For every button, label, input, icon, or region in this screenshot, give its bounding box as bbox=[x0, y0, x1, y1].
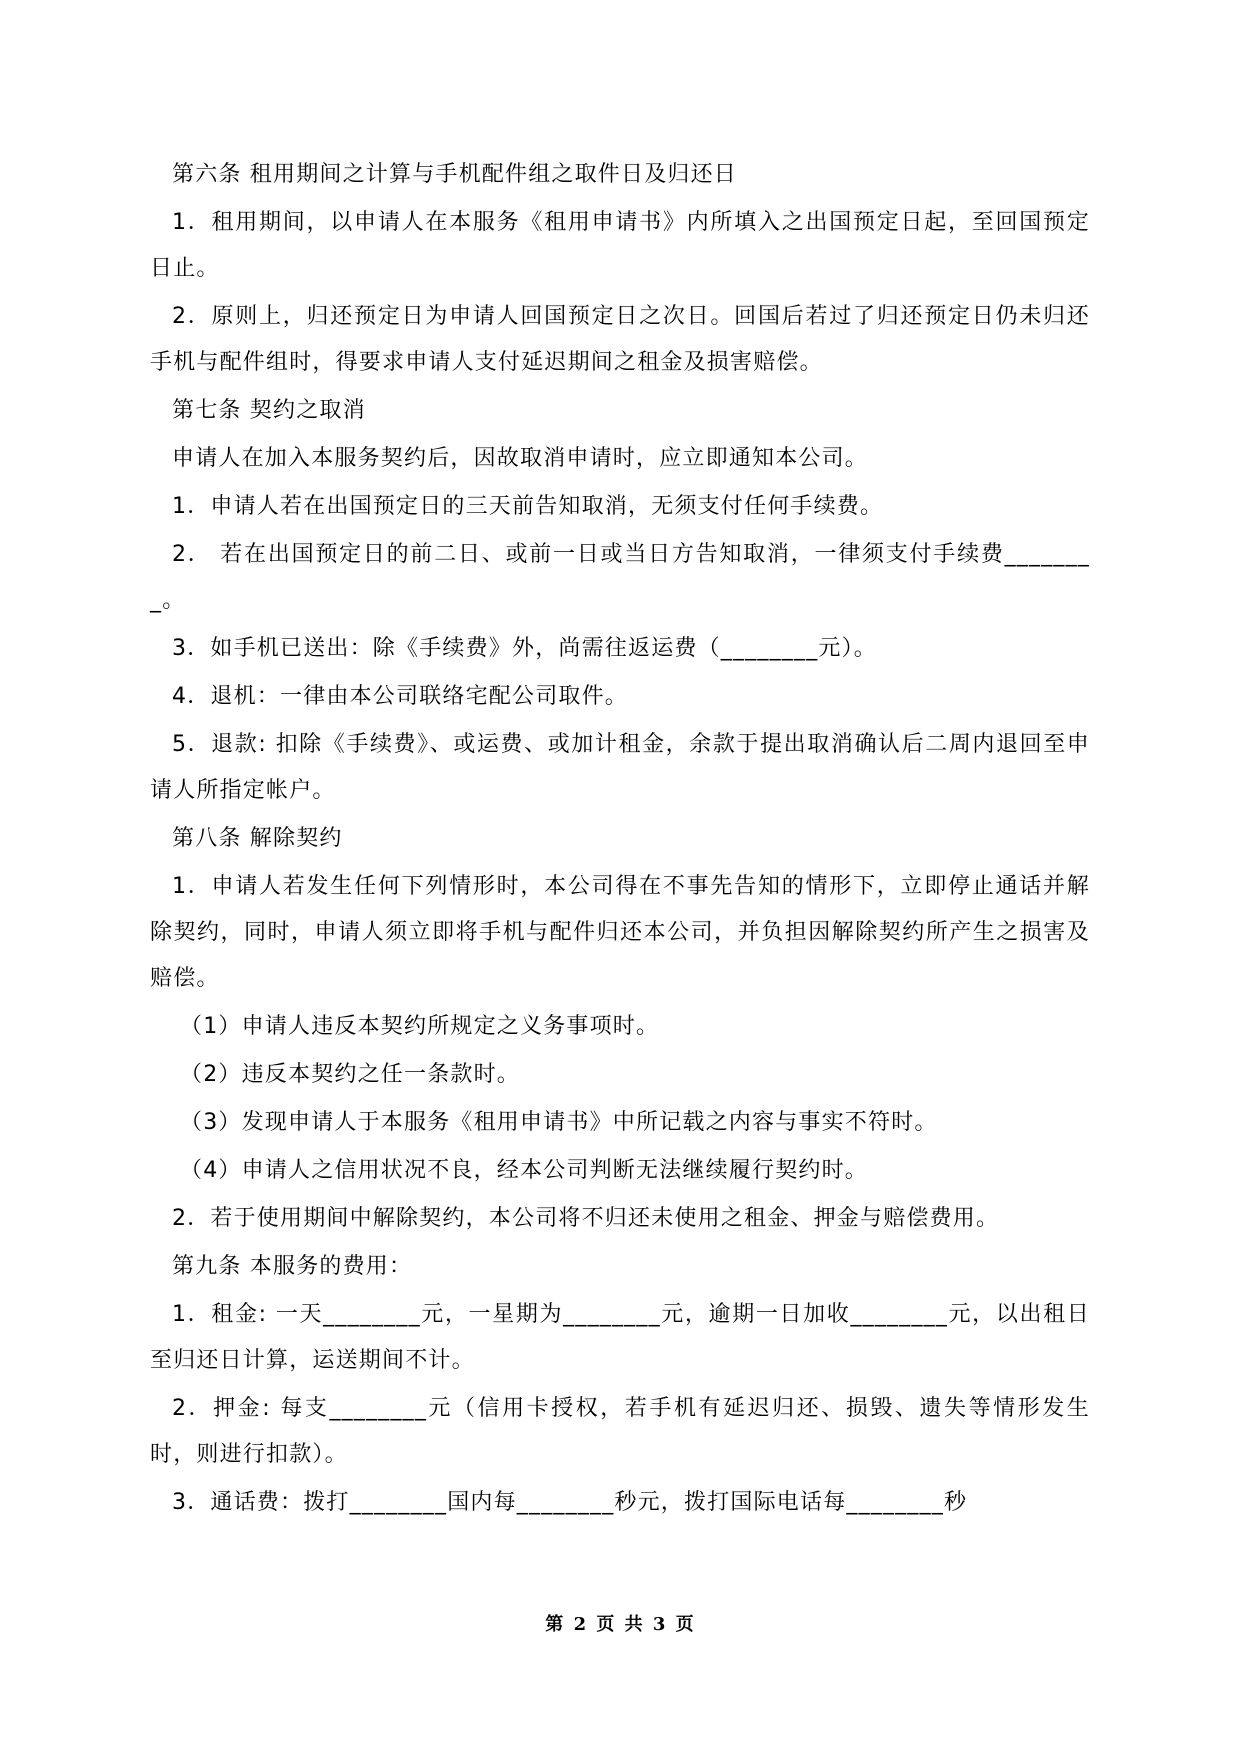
paragraph: 4．退机：一律由本公司联络宅配公司取件。 bbox=[172, 684, 628, 709]
article-8-heading: 第八条 解除契约 bbox=[172, 826, 343, 851]
paragraph: 2． 若在出国预定日的前二日、或前一日或当日方告知取消，一律须支付手续费________。 bbox=[150, 542, 1090, 613]
paragraph: 3．如手机已送出：除《手续费》外，尚需往返运费（________元）。 bbox=[172, 636, 877, 661]
paragraph: 2．原则上，归还预定日为申请人回国预定日之次日。回国后若过了归还预定日仍未归还手机与配件组时，得要求申请人支付延迟期间之租金及损害赔偿。 bbox=[150, 304, 1090, 375]
paragraph: 2．押金: 每支________元（信用卡授权，若手机有延迟归还、损毁、遗失等情形发生时，则进行扣款）。 bbox=[150, 1396, 1090, 1467]
article-9-heading: 第九条 本服务的费用： bbox=[172, 1254, 413, 1279]
paragraph: 1．租用期间，以申请人在本服务《租用申请书》内所填入之出国预定日起，至回国预定日止。 bbox=[150, 210, 1090, 281]
paragraph: 申请人在加入本服务契约后，因故取消申请时，应立即通知本公司。 bbox=[172, 446, 869, 471]
sub-item: （3）发现申请人于本服务《租用申请书》中所记载之内容与事实不符时。 bbox=[180, 1110, 938, 1135]
paragraph: 2．若于使用期间中解除契约，本公司将不归还未使用之租金、押金与赔偿费用。 bbox=[172, 1206, 1000, 1231]
paragraph: 5．退款: 扣除《手续费》、或运费、或加计租金，余款于提出取消确认后二周内退回至申请人所指定帐户。 bbox=[150, 732, 1090, 803]
sub-item: （2）违反本契约之任一条款时。 bbox=[180, 1062, 520, 1087]
paragraph: 1．申请人若在出国预定日的三天前告知取消，无须支付任何手续费。 bbox=[172, 494, 884, 519]
article-6-heading: 第六条 租用期间之计算与手机配件组之取件日及归还日 bbox=[172, 162, 737, 187]
article-7-heading: 第七条 契约之取消 bbox=[172, 398, 366, 423]
page-number-footer: 第 2 页 共 3 页 bbox=[545, 1614, 696, 1635]
paragraph: 3．通话费：拨打________国内每________秒元，拨打国际电话每________秒 bbox=[172, 1490, 968, 1515]
sub-item: （1）申请人违反本契约所规定之义务事项时。 bbox=[180, 1014, 660, 1039]
sub-item: （4）申请人之信用状况不良，经本公司判断无法继续履行契约时。 bbox=[180, 1158, 868, 1183]
paragraph: 1．申请人若发生任何下列情形时，本公司得在不事先告知的情形下，立即停止通话并解除契约，同时，申请人须立即将手机与配件归还本公司，并负担因解除契约所产生之损害及赔偿。 bbox=[150, 874, 1090, 991]
paragraph: 1．租金: 一天________元，一星期为________元，逾期一日加收________元，以出租日至归还日计算，运送期间不计。 bbox=[150, 1302, 1090, 1373]
document-body bbox=[150, 152, 1090, 1528]
